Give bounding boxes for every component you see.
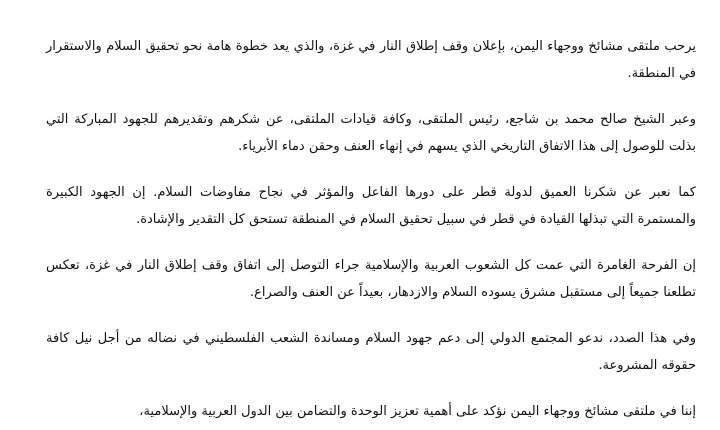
paragraph-chairman-thanks: وعبر الشيخ صالح محمد بن شاجع، رئيس الملتقى، وكافة قيادات الملتقى، عن شكرهم وتقديرهم للجهود المباركة التي بذلت للوصول إلى هذا الاتفاق التاريخي الذي يسهم في إنهاء العنف وحقن دماء الأبرياء. [46,112,696,154]
paragraph-unity-emphasis: إننا في ملتقى مشائخ ووجهاء اليمن نؤكد على أهمية تعزيز الوحدة والتضامن بين الدول العربية والإسلامية، [139,404,696,419]
paragraph-public-joy: إن الفرحة الغامرة التي عمت كل الشعوب العربية والإسلامية جراء التوصل إلى اتفاق وقف إطلاق النار في غزة، تعكس تطلعنا جميعاً إلى مستقبل مشرق يسوده السلام والازدهار، بعيداً عن العنف والصراع. [46,258,696,300]
paragraph-international-call: وفي هذا الصدد، ندعو المجتمع الدولي إلى دعم جهود السلام ومساندة الشعب الفلسطيني في نضاله من أجل نيل كافة حقوقه المشروعة. [46,331,696,373]
document-body [46,33,696,430]
paragraph-qatar-thanks: كما نعبر عن شكرنا العميق لدولة قطر على دورها الفاعل والمؤثر في نجاح مفاوضات السلام. إن الجهود الكبيرة والمستمرة التي تبذلها القيادة في قطر في سبيل تحقيق السلام في المنطقة تستحق كل التقدير والإشادة. [46,185,696,227]
paragraph-ceasefire-welcome: يرحب ملتقى مشائخ ووجهاء اليمن، بإعلان وقف إطلاق النار في غزة، والذي يعد خطوة هامة نحو تحقيق السلام والاستقرار في المنطقة. [46,39,696,81]
